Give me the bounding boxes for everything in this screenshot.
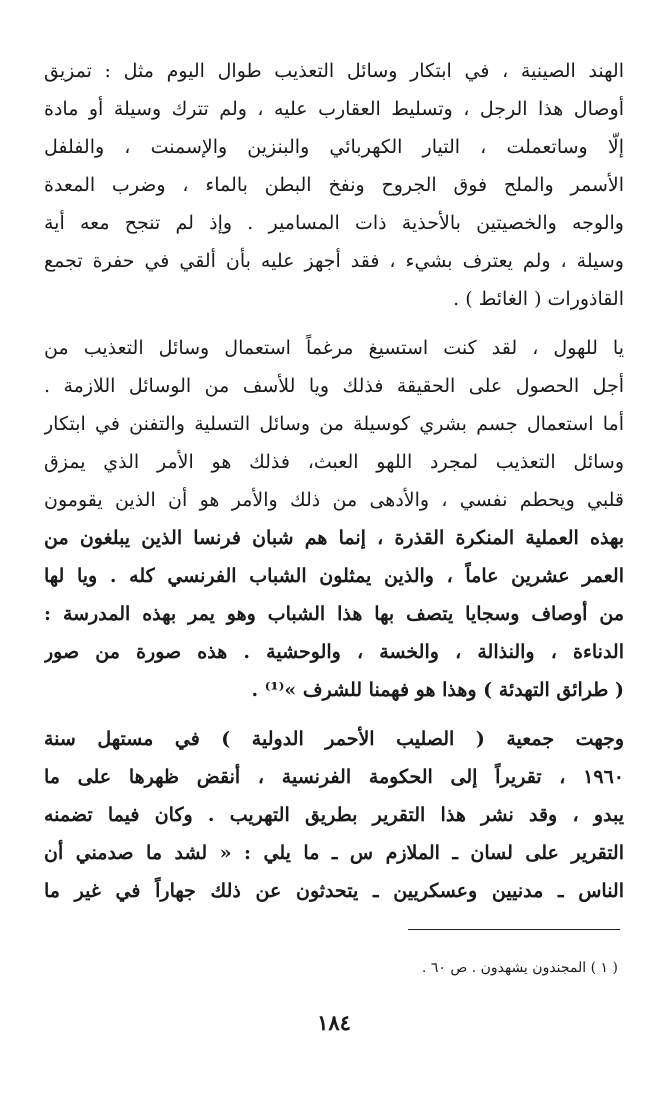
text-line: وسائل التعذيب لمجرد اللهو العبث، فذلك هو الأمر الذي يمزق [44,451,624,473]
paragraph-1 [44,52,624,318]
body-text [44,52,624,921]
text-line: ١٩٦٠ ، تقريراً إلى الحكومة الفرنسية ، أنقض ظهرها على ما [44,766,624,788]
paragraph-2 [44,329,624,709]
text-line: الأسمر والملح فوق الجروح ونفخ البطن بالماء ، وضرب المعدة [44,174,624,196]
text-line: الناس ـ مدنيين وعسكريين ـ يتحدثون عن ذلك جهاراً في غير ما [44,880,624,902]
text-line: ( طرائق التهدئة ) وهذا هو فهمنا للشرف »⁽¹⁾ . [251,679,624,701]
text-line: وسيلة ، ولم يعترف بشيء ، فقد أجهز عليه بأن ألقي في حفرة تجمع [44,250,624,272]
text-line: والوجه والخصيتين بالأحذية ذات المسامير . وإذ لم تنجح معه أية [44,212,624,234]
text-line: أما استعمال جسم بشري كوسيلة من وسائل التسلية والتفنن في ابتكار [44,413,624,435]
text-line: يبدو ، وقد نشر هذا التقرير بطريق التهريب . وكان فيما تضمنه [44,804,624,826]
paragraph-3 [44,720,624,910]
text-line: من أوصاف وسجايا يتصف بها هذا الشباب وهو يمر بهذه المدرسة : [44,603,624,625]
text-line: قلبي ويحطم نفسي ، والأدهى من ذلك والأمر هو أن الذين يقومون [44,489,624,511]
text-line: بهذه العملية المنكرة القذرة ، إنما هم شبان فرنسا الذين يبلغون من [44,527,624,549]
text-line: التقرير على لسان ـ الملازم س ـ ما يلي : « لشد ما صدمني أن [44,842,624,864]
text-line: وجهت جمعية ( الصليب الأحمر الدولية ) في مستهل سنة [44,728,624,750]
text-line: الدناءة ، والنذالة ، والخسة ، والوحشية . هذه صورة من صور [44,641,624,663]
footnote: ( ١ ) المجندون يشهدون . ص ٦٠ . [421,960,618,976]
text-line: يا للهول ، لقد كنت استسيغ مرغماً استعمال وسائل التعذيب من [44,337,624,359]
page-number: ١٨٤ [317,1010,351,1035]
text-line: إلّا وساتعملت ، التيار الكهربائي والبنزين والإسمنت ، والفلفل [44,136,624,158]
text-line: أجل الحصول على الحقيقة فذلك ويا للأسف من الوسائل اللازمة . [44,375,624,397]
text-line: العمر عشرين عاماً ، والذين يمثلون الشباب الفرنسي كله . ويا لها [44,565,624,587]
text-line: الهند الصينية ، في ابتكار وسائل التعذيب طوال اليوم مثل : تمزيق [44,60,624,82]
text-line: أوصال هذا الرجل ، وتسليط العقارب عليه ، ولم تترك وسيلة أو مادة [44,98,624,120]
text-line: القاذورات ( الغائط ) . [453,288,624,310]
footnote-divider [408,929,620,930]
